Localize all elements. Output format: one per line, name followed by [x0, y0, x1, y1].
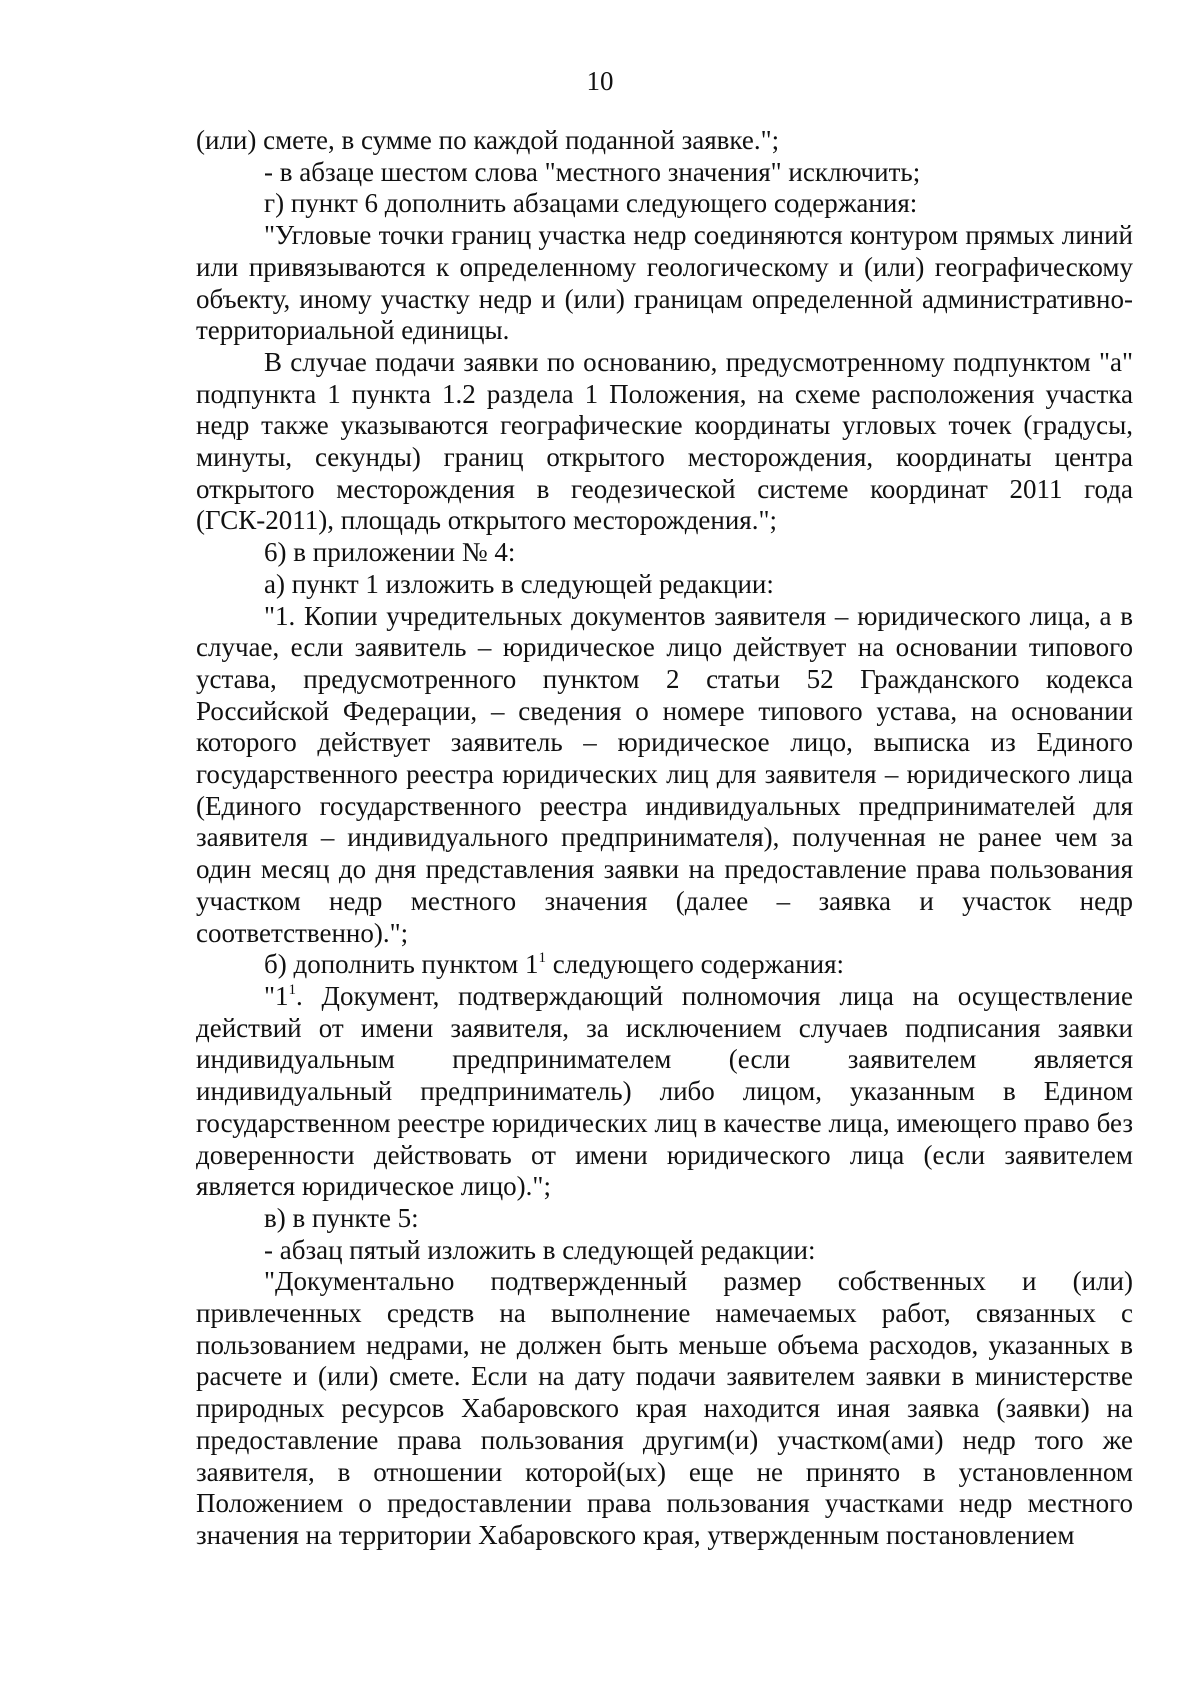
page-number: 10: [586, 66, 614, 96]
paragraph-2: - в абзаце шестом слова "местного значения" исключить;: [264, 156, 921, 187]
paragraph-6: 6) в приложении № 4:: [264, 537, 516, 568]
paragraph-10-text-after: . Документ, подтверждающий полномочия лица на осуществление действий от имени заявителя, за исключением случаев подписания заявки индивидуальным предпринимателем (если заявителем является индивидуальный предприниматель) либо лицом, указанным в Едином государственном реестре юридических лиц в качестве лица, имеющего право без доверенности действовать от имени юридического лица (если заявителем является юридическое лицо).";: [196, 980, 1133, 1202]
paragraph-7: а) пункт 1 изложить в следующей редакции:: [264, 568, 774, 599]
paragraph-8: "1. Копии учредительных документов заявителя – юридического лица, а в случае, если заявитель – юридическое лицо действует на основании типового устава, предусмотренного пунктом 2 статьи 52 Гражданского кодекса Российской Федерации, – сведения о номере типового устава, на основании которого действует заявитель – юридическое лицо, выписка из Единого государственного реестра юридических лиц для заявителя – юридического лица (Единого государственного реестра индивидуальных предпринимателей для заявителя – индивидуального предпринимателя), полученная не ранее чем за один месяц до дня представления заявки на предоставление права пользования участком недр местного значения (далее – заявка и участок недр соответственно).";: [196, 600, 1133, 948]
superscript-1: 1: [288, 981, 297, 998]
paragraph-9: [196, 949, 1133, 981]
paragraph-10: [196, 981, 1133, 1203]
paragraph-9-text-after: следующего содержания:: [545, 949, 845, 980]
paragraph-10-text: "1: [264, 980, 289, 1011]
paragraph-5: В случае подачи заявки по основанию, предусмотренному подпунктом "а" подпункта 1 пункта 1.2 раздела 1 Положения, на схеме расположения участка недр также указываются географические координаты угловых точек (градусы, минуты, секунды) границ открытого месторождения, координаты центра открытого месторождения в геодезической системе координат 2011 года (ГСК-2011), площадь открытого месторождения.";: [196, 346, 1133, 536]
paragraph-9-text: б) дополнить пунктом 1: [264, 949, 539, 980]
paragraph-13: "Документально подтвержденный размер собственных и (или) привлеченных средств на выполнение намечаемых работ, связанных с пользованием недрами, не должен быть меньше объема расходов, указанных в расчете и (или) смете. Если на дату подачи заявителем заявки в министерстве природных ресурсов Хабаровского края находится иная заявка (заявки) на предоставление права пользования другим(и) участком(ами) недр того же заявителя, в отношении которой(ых) еще не принято в установленном Положением о предоставлении права пользования участками недр местного значения на территории Хабаровского края, утвержденным постановлением: [196, 1266, 1133, 1550]
superscript-1: 1: [538, 950, 546, 967]
paragraph-12: - абзац пятый изложить в следующей редакции:: [264, 1234, 816, 1265]
paragraph-11: в) в пункте 5:: [264, 1202, 419, 1233]
paragraph-1: (или) смете, в сумме по каждой поданной заявке.";: [196, 125, 780, 155]
document-body: [196, 125, 1133, 1552]
paragraph-3: г) пункт 6 дополнить абзацами следующего содержания:: [264, 188, 918, 219]
paragraph-4: "Угловые точки границ участка недр соединяются контуром прямых линий или привязываются к определенному геологическому и (или) географическому объекту, иному участку недр и (или) границам определенной административно-территориальной единицы.: [196, 220, 1133, 346]
